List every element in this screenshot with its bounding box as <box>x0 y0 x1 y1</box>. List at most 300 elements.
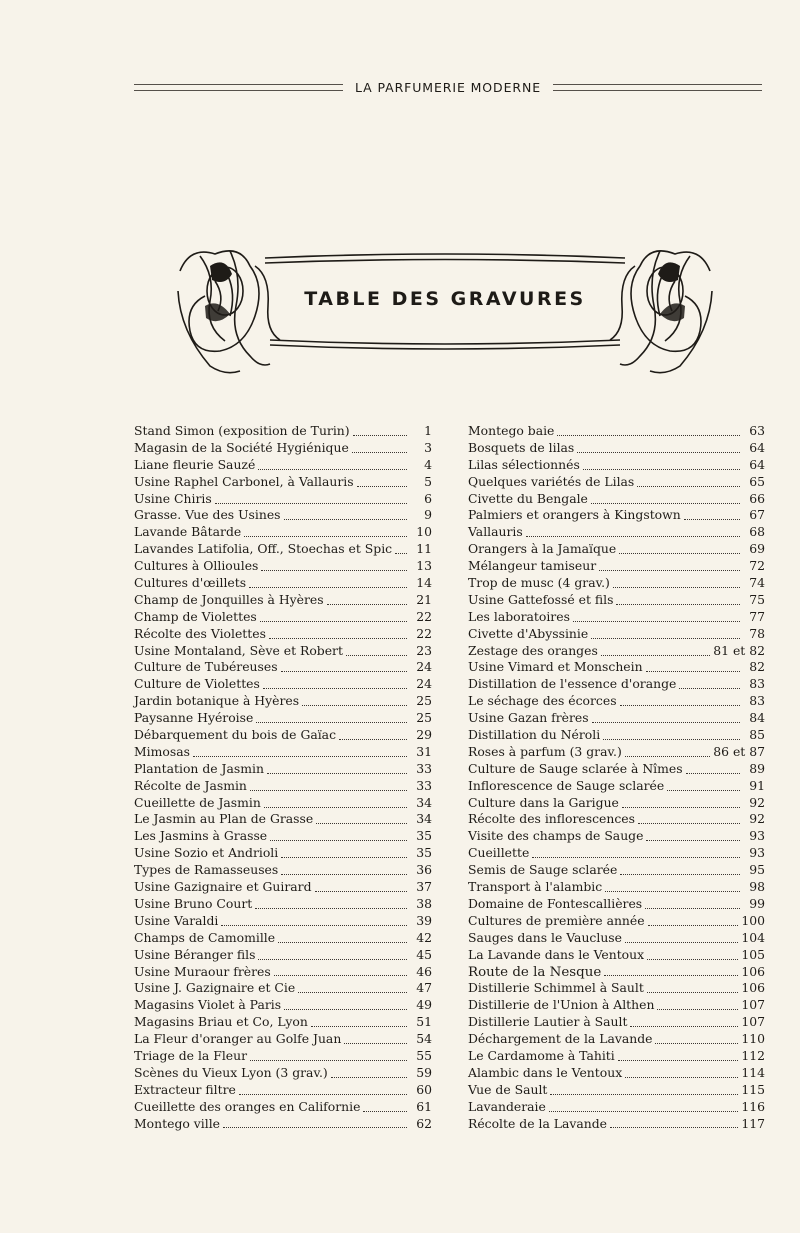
entry-page-number: 92 <box>749 794 765 810</box>
leader-dots <box>625 756 710 757</box>
toc-entry <box>134 879 432 896</box>
leader-dots <box>331 1077 407 1078</box>
leader-dots <box>620 874 740 875</box>
toc-entry <box>468 744 765 761</box>
toc-entry <box>134 1031 432 1048</box>
entry-label: Distillation de l'essence d'orange <box>468 676 677 692</box>
entry-label: Culture de Sauge sclarée à Nîmes <box>468 760 683 776</box>
entry-label: Culture dans la Garigue <box>468 794 619 810</box>
entry-label: Le séchage des écorces <box>468 693 617 709</box>
entry-label: Récolte de Jasmin <box>134 777 247 793</box>
leader-dots <box>215 503 407 504</box>
entry-page-number: 23 <box>416 642 432 658</box>
entry-label: Magasins Violet à Paris <box>134 997 282 1013</box>
leader-dots <box>395 553 407 554</box>
leader-dots <box>260 621 407 622</box>
toc-entry <box>134 507 432 524</box>
entry-label: Les Jasmins à Grasse <box>134 828 268 844</box>
entry-label: Récolte des inflorescences <box>468 811 636 827</box>
entry-page-number: 33 <box>416 760 432 776</box>
leader-dots <box>315 891 407 892</box>
toc-entry <box>134 491 432 508</box>
entry-label: Vue de Sault <box>468 1081 548 1097</box>
toc-entry <box>134 474 432 491</box>
leader-dots <box>298 992 407 993</box>
leader-dots <box>244 536 407 537</box>
entry-page-number: 25 <box>416 693 432 709</box>
toc-entry <box>134 913 432 930</box>
entry-page-number: 22 <box>416 625 432 641</box>
toc-entry <box>468 609 765 626</box>
entry-page-number: 34 <box>416 794 432 810</box>
entry-page-number: 74 <box>749 575 765 591</box>
leader-dots <box>638 823 740 824</box>
entry-label: Champs de Camomille <box>134 929 276 945</box>
toc-entry <box>468 778 765 795</box>
leader-dots <box>269 638 407 639</box>
entry-label: Distillerie Schimmel à Sault <box>468 980 644 996</box>
entry-page-number: 72 <box>749 558 765 574</box>
entry-page-number: 65 <box>749 473 765 489</box>
toc-entry <box>134 440 432 457</box>
toc-entry <box>468 761 765 778</box>
entry-page-number: 92 <box>749 811 765 827</box>
entry-page-number: 106 <box>741 980 765 996</box>
entry-label: Usine Sozio et Andrioli <box>134 845 279 861</box>
leader-dots <box>526 536 740 537</box>
leader-dots <box>281 857 407 858</box>
entry-label: Jardin botanique à Hyères <box>134 693 300 709</box>
leader-dots <box>302 705 407 706</box>
entry-label: Sauges dans le Vaucluse <box>468 929 622 945</box>
entry-label: La Fleur d'oranger au Golfe Juan <box>134 1031 342 1047</box>
entry-label: Mélangeur tamiseur <box>468 558 597 574</box>
entry-label: Distillation du Néroli <box>468 727 601 743</box>
entry-page-number: 107 <box>741 997 765 1013</box>
toc-entry <box>468 845 765 862</box>
entry-page-number: 3 <box>424 439 432 455</box>
leader-dots <box>646 671 740 672</box>
entry-page-number: 6 <box>424 490 432 506</box>
entry-page-number: 51 <box>416 1014 432 1030</box>
entry-label: Orangers à la Jamaïque <box>468 541 617 557</box>
entry-label: Usine Bruno Court <box>134 895 253 911</box>
entry-label: Usine Muraour frères <box>134 963 271 979</box>
toc-entry <box>468 541 765 558</box>
entry-page-number: 66 <box>749 490 765 506</box>
leader-dots <box>284 1009 407 1010</box>
leader-dots <box>264 807 407 808</box>
leader-dots <box>646 840 740 841</box>
entry-label: Roses à parfum (3 grav.) <box>468 743 622 759</box>
toc-entry <box>134 1014 432 1031</box>
leader-dots <box>648 925 739 926</box>
entry-label: Cultures à Ollioules <box>134 558 259 574</box>
entry-page-number: 75 <box>749 591 765 607</box>
entry-label: Cueillette des oranges en Californie <box>134 1098 361 1114</box>
leader-dots <box>619 553 740 554</box>
entry-label: Domaine de Fontescallières <box>468 895 643 911</box>
entry-page-number: 116 <box>741 1098 765 1114</box>
toc-entry <box>134 676 432 693</box>
leader-dots <box>281 671 407 672</box>
toc-entry <box>468 440 765 457</box>
entry-page-number: 35 <box>416 845 432 861</box>
entry-label: Civette du Bengale <box>468 490 588 506</box>
toc-entry <box>134 778 432 795</box>
toc-entry <box>134 795 432 812</box>
leader-dots <box>278 942 407 943</box>
toc-entry <box>134 980 432 997</box>
toc-entry <box>134 558 432 575</box>
entry-page-number: 9 <box>424 507 432 523</box>
leader-dots <box>616 604 740 605</box>
toc-entry <box>468 423 765 440</box>
entry-page-number: 54 <box>416 1031 432 1047</box>
entry-page-number: 81 et 82 <box>713 642 765 658</box>
entry-label: Types de Ramasseuses <box>134 862 279 878</box>
entry-label: Débarquement du bois de Gaïac <box>134 727 337 743</box>
leader-dots <box>592 722 740 723</box>
entry-page-number: 60 <box>416 1081 432 1097</box>
toc-entry <box>134 1099 432 1116</box>
toc-entry <box>134 761 432 778</box>
entry-label: Déchargement de la Lavande <box>468 1031 653 1047</box>
toc-entry <box>468 828 765 845</box>
toc-entry <box>134 626 432 643</box>
toc-entry <box>134 744 432 761</box>
toc-entry <box>468 457 765 474</box>
toc-entry <box>134 727 432 744</box>
leader-dots <box>281 874 407 875</box>
entry-label: Usine Gazignaire et Guirard <box>134 879 312 895</box>
entry-page-number: 11 <box>416 541 432 557</box>
leader-dots <box>657 1009 738 1010</box>
leader-dots <box>267 773 407 774</box>
entry-label: Récolte des Violettes <box>134 625 266 641</box>
leader-dots <box>357 486 407 487</box>
leader-dots <box>625 942 738 943</box>
toc-entry <box>468 693 765 710</box>
toc-entry <box>468 980 765 997</box>
entry-label: Stand Simon (exposition de Turin) <box>134 423 350 438</box>
leader-dots <box>316 823 407 824</box>
entry-label: Usine Vimard et Monschein <box>468 659 643 675</box>
entry-page-number: 82 <box>749 659 765 675</box>
leader-dots <box>599 570 740 571</box>
leader-dots <box>618 1060 739 1061</box>
toc-entry <box>134 1116 432 1133</box>
leader-dots <box>610 1127 738 1128</box>
leader-dots <box>550 1094 738 1095</box>
entry-label: Cueillette <box>468 845 530 861</box>
leader-dots <box>647 959 738 960</box>
toc-entry <box>468 626 765 643</box>
toc-entry <box>468 1048 765 1065</box>
running-header <box>134 78 762 96</box>
leader-dots <box>645 908 740 909</box>
toc-entry <box>468 524 765 541</box>
entry-page-number: 93 <box>749 845 765 861</box>
table-title: TABLE DES GRAVURES <box>304 288 586 310</box>
toc-entry <box>468 947 765 964</box>
entry-page-number: 107 <box>741 1014 765 1030</box>
toc-entry <box>134 609 432 626</box>
toc-entry <box>468 676 765 693</box>
leader-dots <box>363 1111 407 1112</box>
toc-entry <box>468 659 765 676</box>
toc-entry <box>134 862 432 879</box>
entry-page-number: 36 <box>416 862 432 878</box>
leader-dots <box>250 1060 407 1061</box>
entry-page-number: 114 <box>741 1064 765 1080</box>
toc-entry <box>134 828 432 845</box>
entry-page-number: 35 <box>416 828 432 844</box>
toc-entry <box>468 727 765 744</box>
toc-entry <box>134 541 432 558</box>
entry-label: Bosquets de lilas <box>468 439 575 455</box>
entry-label: Vallauris <box>468 524 523 540</box>
entry-label: Culture de Violettes <box>134 676 260 692</box>
entry-label: Distillerie de l'Union à Althen <box>468 997 655 1013</box>
entry-page-number: 64 <box>749 439 765 455</box>
entry-label: Alambic dans le Ventoux <box>468 1064 623 1080</box>
entry-label: Extracteur filtre <box>134 1081 236 1097</box>
leader-dots <box>352 452 407 453</box>
entry-page-number: 83 <box>749 693 765 709</box>
entry-page-number: 5 <box>424 473 432 489</box>
entry-label: Le Cardamome à Tahiti <box>468 1047 615 1063</box>
leader-dots <box>250 790 407 791</box>
leader-dots <box>193 756 407 757</box>
entry-label: Usine Varaldi <box>134 912 219 928</box>
entry-page-number: 86 et 87 <box>713 743 765 759</box>
entry-label: La Lavande dans le Ventoux <box>468 946 645 962</box>
leader-dots <box>327 604 407 605</box>
leader-dots <box>270 840 407 841</box>
entry-page-number: 62 <box>416 1115 432 1131</box>
toc-entry <box>468 1065 765 1082</box>
entry-label: Lilas sélectionnés <box>468 456 580 472</box>
leader-dots <box>603 739 740 740</box>
toc-entry <box>134 693 432 710</box>
entry-page-number: 39 <box>416 912 432 928</box>
entry-label: Palmiers et orangers à Kingstown <box>468 507 681 523</box>
leader-dots <box>223 1127 407 1128</box>
entry-label: Distillerie Lautier à Sault <box>468 1014 628 1030</box>
leader-dots <box>557 435 740 436</box>
entry-label: Usine Raphel Carbonel, à Vallauris <box>134 473 354 489</box>
leader-dots <box>573 621 740 622</box>
leader-dots <box>604 975 738 976</box>
leader-dots <box>591 503 740 504</box>
leader-dots <box>684 519 740 520</box>
toc-entry <box>468 491 765 508</box>
leader-dots <box>255 908 407 909</box>
entry-label: Transport à l'alambic <box>468 879 603 895</box>
entry-page-number: 104 <box>741 929 765 945</box>
entry-label: Les laboratoires <box>468 608 570 624</box>
toc-entry <box>468 1099 765 1116</box>
leader-dots <box>258 959 407 960</box>
leader-dots <box>647 992 739 993</box>
entry-page-number: 42 <box>416 929 432 945</box>
entry-page-number: 33 <box>416 777 432 793</box>
toc-entry <box>134 643 432 660</box>
entry-page-number: 14 <box>416 575 432 591</box>
toc-entry <box>468 795 765 812</box>
entry-page-number: 45 <box>416 946 432 962</box>
entry-page-number: 69 <box>749 541 765 557</box>
entry-page-number: 115 <box>741 1081 765 1097</box>
toc-entry <box>468 1082 765 1099</box>
entry-page-number: 46 <box>416 963 432 979</box>
entry-label: Paysanne Hyéroise <box>134 710 254 726</box>
entry-page-number: 49 <box>416 997 432 1013</box>
toc-entry <box>468 643 765 660</box>
entry-page-number: 4 <box>424 456 432 472</box>
entry-label: Inflorescence de Sauge sclarée <box>468 777 665 793</box>
entry-page-number: 63 <box>749 423 765 438</box>
toc-entry <box>468 1014 765 1031</box>
entry-page-number: 84 <box>749 710 765 726</box>
entry-page-number: 59 <box>416 1064 432 1080</box>
leader-dots <box>284 519 407 520</box>
header-title: LA PARFUMERIE MODERNE <box>355 79 541 95</box>
entry-page-number: 77 <box>749 608 765 624</box>
entry-label: Le Jasmin au Plan de Grasse <box>134 811 314 827</box>
leader-dots <box>622 807 740 808</box>
entry-label: Usine Gazan frères <box>468 710 589 726</box>
entry-label: Mimosas <box>134 743 190 759</box>
leader-dots <box>667 790 740 791</box>
leader-dots <box>679 688 740 689</box>
entry-page-number: 37 <box>416 879 432 895</box>
leader-dots <box>339 739 407 740</box>
toc-entry <box>468 811 765 828</box>
entry-page-number: 47 <box>416 980 432 996</box>
toc-entry <box>468 930 765 947</box>
leader-dots <box>583 469 740 470</box>
toc-entry <box>134 1048 432 1065</box>
leader-dots <box>311 1026 407 1027</box>
leader-dots <box>655 1043 738 1044</box>
toc-entry <box>468 997 765 1014</box>
entry-page-number: 68 <box>749 524 765 540</box>
toc-entry <box>134 423 432 440</box>
toc-entry <box>468 507 765 524</box>
toc-entry <box>134 457 432 474</box>
entry-page-number: 31 <box>416 743 432 759</box>
entry-label: Semis de Sauge sclarée <box>468 862 618 878</box>
entry-page-number: 91 <box>749 777 765 793</box>
leader-dots <box>532 857 740 858</box>
leader-dots <box>221 925 407 926</box>
entry-label: Trop de musc (4 grav.) <box>468 575 610 591</box>
entry-label: Cueillette de Jasmin <box>134 794 261 810</box>
entry-page-number: 83 <box>749 676 765 692</box>
leader-dots <box>549 1111 738 1112</box>
entry-page-number: 93 <box>749 828 765 844</box>
toc-entry <box>468 896 765 913</box>
entry-label: Usine Gattefossé et fils <box>468 591 614 607</box>
entry-label: Civette d'Abyssinie <box>468 625 589 641</box>
entry-page-number: 21 <box>416 591 432 607</box>
entry-page-number: 24 <box>416 676 432 692</box>
entry-page-number: 78 <box>749 625 765 641</box>
leader-dots <box>274 975 407 976</box>
entry-page-number: 34 <box>416 811 432 827</box>
toc-entry <box>468 558 765 575</box>
entry-page-number: 29 <box>416 727 432 743</box>
toc-entry <box>134 659 432 676</box>
toc-entry <box>468 575 765 592</box>
toc-entry <box>134 1065 432 1082</box>
entry-page-number: 112 <box>741 1047 765 1063</box>
toc-entry <box>468 474 765 491</box>
entry-page-number: 64 <box>749 456 765 472</box>
toc-entry <box>134 964 432 981</box>
entry-page-number: 89 <box>749 760 765 776</box>
entry-label: Usine J. Gazignaire et Cie <box>134 980 296 996</box>
toc-entry <box>468 879 765 896</box>
entry-page-number: 98 <box>749 879 765 895</box>
entry-page-number: 100 <box>741 912 765 928</box>
header-rule-left <box>134 84 343 91</box>
toc-entry <box>468 592 765 609</box>
toc-entry <box>134 592 432 609</box>
leader-dots <box>637 486 740 487</box>
leader-dots <box>258 469 407 470</box>
leader-dots <box>620 705 740 706</box>
entry-label: Cultures d'œillets <box>134 575 247 591</box>
toc-entry <box>134 997 432 1014</box>
entry-label: Magasins Briau et Co, Lyon <box>134 1014 308 1030</box>
toc-entry <box>134 524 432 541</box>
toc-entry <box>468 1116 765 1133</box>
entry-label: Grasse. Vue des Usines <box>134 507 281 523</box>
toc-entry <box>134 896 432 913</box>
toc-entry <box>468 913 765 930</box>
leader-dots <box>625 1077 738 1078</box>
leader-dots <box>591 638 740 639</box>
entry-label: Usine Chiris <box>134 490 212 506</box>
entry-label: Route de la Nesque <box>468 964 602 980</box>
entry-page-number: 22 <box>416 608 432 624</box>
entry-label: Lavande Bâtarde <box>134 524 242 540</box>
leader-dots <box>605 891 740 892</box>
entry-label: Lavandes Latifolia, Off., Stoechas et Spic <box>134 541 393 557</box>
entry-label: Champ de Jonquilles à Hyères <box>134 591 324 607</box>
leader-dots <box>613 587 740 588</box>
entry-page-number: 55 <box>416 1047 432 1063</box>
toc-entry <box>134 1082 432 1099</box>
toc-entry <box>468 862 765 879</box>
entry-page-number: 110 <box>741 1031 765 1047</box>
leader-dots <box>577 452 740 453</box>
decorative-title-banner <box>170 236 720 381</box>
entry-page-number: 13 <box>416 558 432 574</box>
entry-page-number: 117 <box>741 1115 765 1131</box>
entry-label: Quelques variétés de Lilas <box>468 473 635 489</box>
entry-label: Plantation de Jasmin <box>134 760 264 776</box>
right-column-entries <box>468 423 765 1132</box>
leader-dots <box>353 435 407 436</box>
left-column-entries <box>134 423 432 1132</box>
entry-label: Zestage des oranges <box>468 642 598 658</box>
entry-page-number: 105 <box>741 946 765 962</box>
leader-dots <box>344 1043 407 1044</box>
